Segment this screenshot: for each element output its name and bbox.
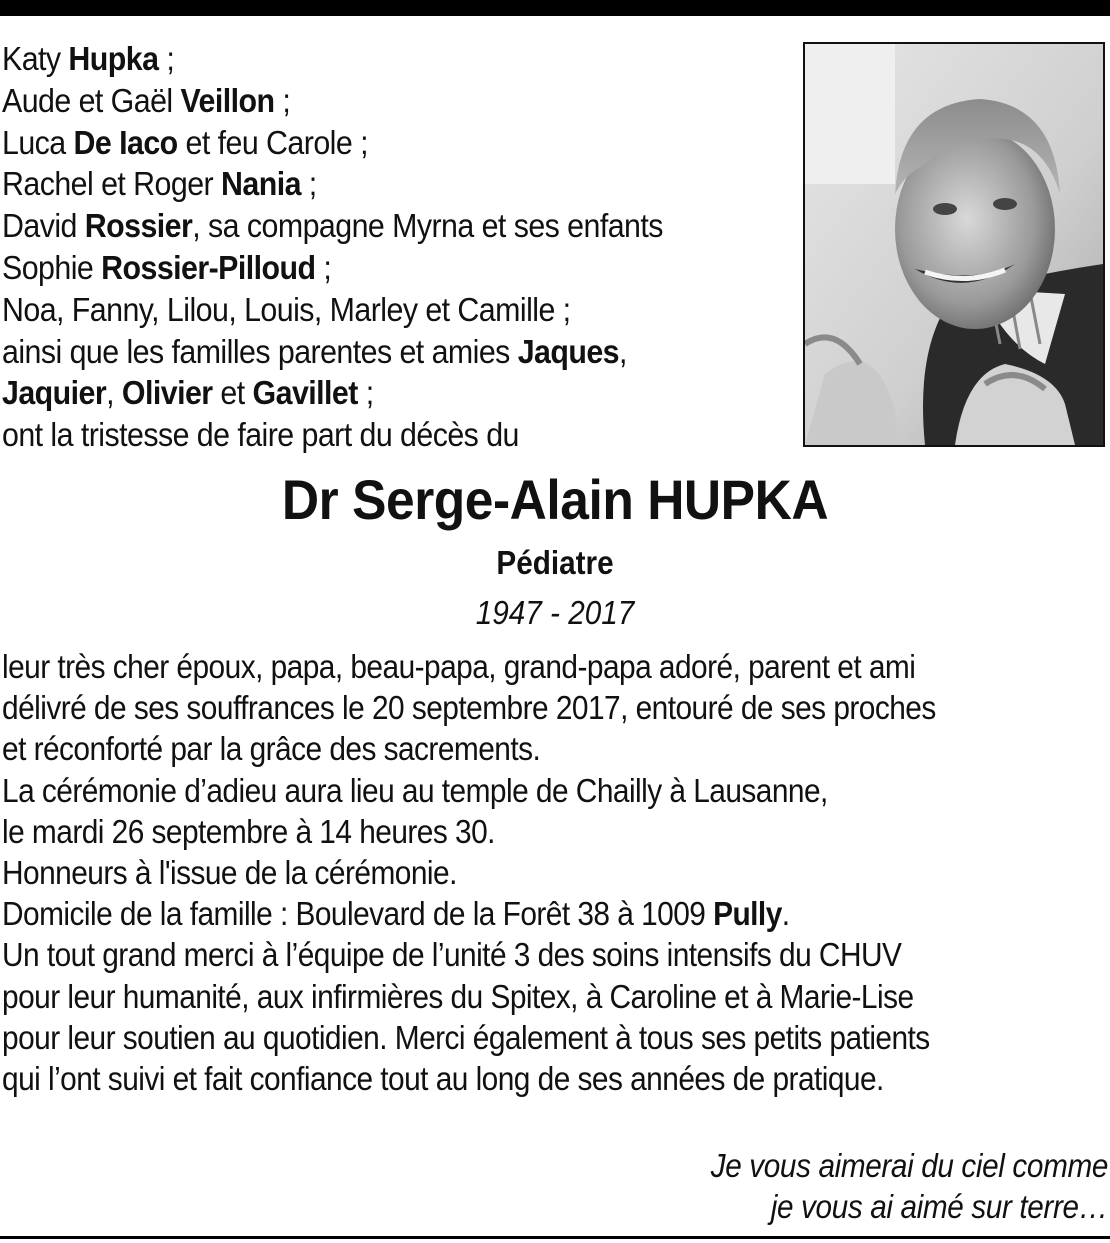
family-line	[2, 414, 729, 456]
body-line	[2, 1017, 1088, 1058]
text-segment: et feu Carole ;	[177, 123, 368, 161]
body-line	[2, 646, 1088, 687]
family-line	[2, 80, 729, 122]
family-line	[2, 289, 729, 331]
text-segment: Sophie	[2, 248, 102, 286]
bold-name: Nania	[220, 165, 301, 203]
bold-name: De Iaco	[73, 123, 178, 161]
bottom-rule	[0, 1236, 1110, 1239]
text-segment: pour leur humanité, aux infirmières du Spitex, à Caroline et à Marie-Lise	[2, 977, 914, 1015]
text-segment: ;	[158, 40, 175, 77]
text-segment: Domicile de la famille : Boulevard de la Forêt 38 à 1009	[2, 895, 714, 933]
text-segment: ;	[274, 81, 291, 119]
text-segment: ;	[357, 374, 374, 412]
text-segment: qui l’ont suivi et fait confiance tout au long de ses années de pratique.	[2, 1060, 884, 1098]
closing-quote-line: Je vous aimerai du ciel comme	[710, 1147, 1108, 1184]
portrait-photo	[803, 42, 1105, 447]
body-line	[2, 852, 1088, 893]
body-line	[2, 934, 1088, 975]
bold-name: Olivier	[121, 374, 213, 412]
bold-name: Jaquier	[2, 374, 107, 412]
family-line	[2, 163, 729, 205]
portrait-image	[805, 44, 1103, 445]
text-segment: Rachel et Roger	[2, 165, 221, 203]
deceased-years: 1947 - 2017	[475, 594, 635, 631]
text-segment: ont la tristesse de faire part du décès du	[2, 416, 519, 454]
family-line	[2, 331, 729, 373]
text-segment: leur très cher époux, papa, beau-papa, grand-papa adoré, parent et ami	[2, 648, 916, 685]
body-line	[2, 893, 1088, 934]
bold-name: Rossier-Pilloud	[101, 248, 316, 286]
body-line	[2, 687, 1088, 728]
body-line	[2, 728, 1088, 769]
text-segment: Aude et Gaël	[2, 81, 181, 119]
text-segment: .	[781, 895, 790, 933]
family-line	[2, 38, 729, 80]
text-segment: Luca	[2, 123, 74, 161]
text-segment: délivré de ses souffrances le 20 septembre 2017, entouré de ses proches	[2, 689, 936, 727]
body-line	[2, 1058, 1088, 1099]
family-line	[2, 247, 729, 289]
text-segment: ;	[300, 165, 317, 203]
family-line	[2, 372, 729, 414]
top-rule	[0, 0, 1110, 16]
deceased-profession: Pédiatre	[496, 544, 614, 581]
family-line	[2, 205, 729, 247]
text-segment: ,	[106, 374, 122, 412]
family-list	[2, 38, 729, 456]
announcement-body	[2, 646, 1088, 1099]
text-segment: , sa compagne Myrna et ses enfants	[192, 207, 663, 245]
closing-quote-line: je vous ai aimé sur terre…	[770, 1188, 1108, 1225]
text-segment: Un tout grand merci à l’équipe de l’unité 3 des soins intensifs du CHUV	[2, 936, 902, 974]
text-segment: ,	[619, 332, 627, 370]
text-segment: et réconforté par la grâce des sacrements.	[2, 730, 541, 768]
text-segment: David	[2, 207, 85, 245]
text-segment: le mardi 26 septembre à 14 heures 30.	[2, 812, 495, 850]
text-segment: Katy	[2, 40, 69, 77]
body-line	[2, 811, 1088, 852]
text-segment: ;	[315, 248, 332, 286]
body-line	[2, 770, 1088, 811]
text-segment: ainsi que les familles parentes et amies	[2, 332, 518, 370]
bold-name: Pully	[713, 895, 782, 933]
text-segment: Noa, Fanny, Lilou, Louis, Marley et Camille ;	[2, 290, 571, 328]
bold-name: Hupka	[68, 40, 159, 77]
text-segment: pour leur soutien au quotidien. Merci également à tous ses petits patients	[2, 1018, 930, 1056]
closing-quote	[388, 1145, 1108, 1227]
deceased-name: Dr Serge-Alain HUPKA	[281, 468, 829, 531]
bold-name: Jaques	[517, 332, 620, 370]
text-segment: La cérémonie d’adieu aura lieu au temple de Chailly à Lausanne,	[2, 771, 828, 809]
family-line	[2, 122, 729, 164]
bold-name: Veillon	[180, 81, 275, 119]
body-line	[2, 976, 1088, 1017]
text-segment: Honneurs à l'issue de la cérémonie.	[2, 854, 457, 892]
text-segment: et	[212, 374, 253, 412]
bold-name: Rossier	[84, 207, 193, 245]
bold-name: Gavillet	[252, 374, 358, 412]
